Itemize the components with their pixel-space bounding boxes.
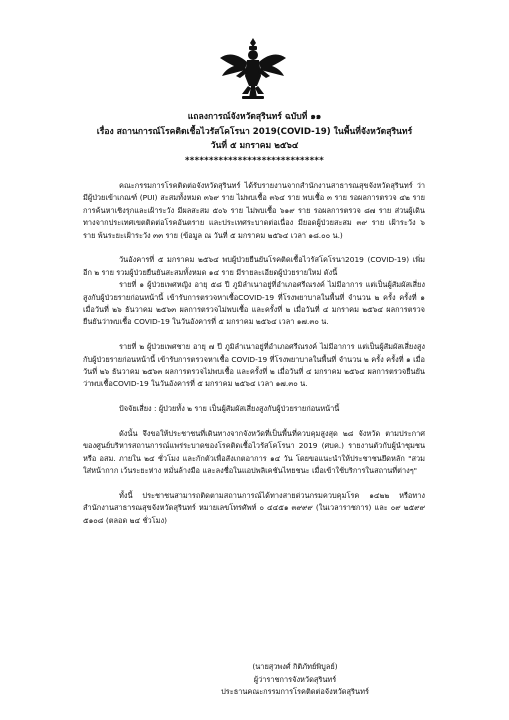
date-line: วันที่ ๕ มกราคม ๒๕๖๔ — [210, 141, 299, 151]
signer-committee: ประธานคณะกรรมการโรคติดต่อจังหวัดสุรินทร์ — [221, 687, 369, 697]
signer-name: (นายสุวพงศ์ กิติภัทย์พิบูลย์) — [252, 662, 338, 671]
paragraph-hotline: ทั้งนี้ ประชาชนสามารถติดตามสถานการณ์ได้ทางสายด่วนกรมควบคุมโรค ๑๔๒๒ หรือทาง สำนักงานสาธารณสุขจังหวัดสุรินทร์ หมายเลขโทรศัพท์ ๐ ๔๔๕๑ ๓๙๙๙ (ในเวลาราชการ) และ ๐๙ ๒๕๙๙ ๕๑๐๘ (ตลอด ๒๔ ชั่วโมง) — [83, 491, 425, 525]
paragraph-case-1: รายที่ ๑ ผู้ป่วยเพศหญิง อายุ ๕๘ ปี ภูมิลำเนาอยู่ที่อำเภอศรีณรงค์ ไม่มีอาการ แต่เป็นผู้สัมผัสเสี่ยงสูงกับผู้ป่วยรายก่อนหน้านี้ เข้ารับการตรวจหาเชื้อCOVID-19 ที่โรงพยาบาลในพื้นที่ จำนวน ๒ ครั้ง ครั้งที่ ๑ เมื่อวันที่ ๒๖ ธันวาคม ๒๕๖๓ ผลการตรวจไม่พบเชื้อ และครั้งที่ ๒ เมื่อวันที่ ๔ มกราคม ๒๕๖๔ ผลการตรวจยืนยันว่าพบเชื้อ COVID-19 ในวันอังคารที่ ๕ มกราคม ๒๕๖๔ เวลา ๑๗.๓๐ น. — [83, 280, 425, 327]
document-header — [0, 110, 509, 168]
announcement-title: แถลงการณ์จังหวัดสุรินทร์ ฉบับที่ ๑๑ — [187, 112, 322, 122]
subject-line: เรื่อง สถานการณ์โรคติดเชื้อไวรัสโคโรนา 2019(COVID-19) ในพื้นที่จังหวัดสุรินทร์ — [96, 126, 413, 137]
garuda-emblem-icon — [218, 34, 288, 104]
paragraph-advice: ดังนั้น จึงขอให้ประชาชนที่เดินทางจากจังหวัดที่เป็นพื้นที่ควบคุมสูงสุด ๒๘ จังหวัด ตามประกาศของศูนย์บริหารสถานการณ์แพร่ระบาดของโรคติดเชื้อไวรัสโคโรนา 2019 (ศบค.) รายงานตัวกับผู้นำชุมชน หรือ อสม. ภายใน ๒๔ ชั่วโมง และกักตัวเพื่อสังเกตอาการ ๑๔ วัน โดยขอแนะนำให้ประชาชนยึดหลัก "สวมใส่หน้ากาก เว้นระยะห่าง หมั่นล้างมือ และลงชื่อในแอปพลิเคชันไทยชนะ เมื่อเข้าใช้บริการในสถานที่ต่างๆ" — [83, 429, 425, 476]
paragraph-new-cases: วันอังคารที่ ๕ มกราคม ๒๕๖๔ พบผู้ป่วยยืนยันโรคติดเชื้อไวรัสโคโรนา2019 (COVID-19) เพิ่มอีก ๒ ราย รวมผู้ป่วยยืนยันสะสมทั้งหมด ๑๔ ราย มีรายละเอียดผู้ป่วยรายใหม่ ดังนี้ — [83, 255, 425, 277]
signature-block — [150, 661, 440, 699]
document-body — [83, 180, 425, 540]
paragraph-risk-factor: ปัจจัยเสี่ยง : ผู้ป่วยทั้ง ๒ ราย เป็นผู้สัมผัสเสี่ยงสูงกับผู้ป่วยรายก่อนหน้านี้ — [119, 404, 340, 414]
star-divider: ***************************** — [184, 155, 325, 166]
signer-position: ผู้ว่าราชการจังหวัดสุรินทร์ — [253, 674, 337, 684]
paragraph-pui-summary: คณะกรรมการโรคติดต่อจังหวัดสุรินทร์ ได้รับรายงานจากสำนักงานสาธารณสุขจังหวัดสุรินทร์ ว่ามีผู้ป่วยเข้าเกณฑ์ (PUI) สะสมทั้งหมด ๓๖๙ ราย ไม่พบเชื้อ ๓๖๔ ราย พบเชื้อ ๓ ราย รอผลการตรวจ ๔๒ ราย การค้นหาเชิงรุกและเฝ้าระวัง มีผลสะสม ๕๐๖ ราย ไม่พบเชื้อ ๖๑๙ ราย รอผลการตรวจ ๘๗ ราย ส่วนผู้เดินทางจากประเทศเขตติดต่อโรคอันตราย และประเทศระบาดต่อเนื่อง มียอดผู้ป่วยสะสม ๓๙ ราย เฝ้าระวัง ๖ ราย พ้นระยะเฝ้าระวัง ๓๓ ราย (ข้อมูล ณ วันที่ ๕ มกราคม ๒๕๖๔ เวลา ๑๘.๐๐ น.) — [83, 181, 425, 240]
paragraph-case-2: รายที่ ๒ ผู้ป่วยเพศชาย อายุ ๗ ปี ภูมิลำเนาอยู่ที่อำเภอศรีณรงค์ ไม่มีอาการ แต่เป็นผู้สัมผัสเสี่ยงสูงกับผู้ป่วยรายก่อนหน้านี้ เข้ารับการตรวจหาเชื้อ COVID-19 ที่โรงพยาบาลในพื้นที่ จำนวน ๒ ครั้ง ครั้งที่ ๑ เมื่อวันที่ ๒๖ ธันวาคม ๒๕๖๓ ผลการตรวจไม่พบเชื้อ และครั้งที่ ๒ เมื่อวันที่ ๔ มกราคม ๒๕๖๔ ผลการตรวจยืนยันว่าพบเชื้อCOVID-19 ในวันอังคารที่ ๕ มกราคม ๒๕๖๔ เวลา ๑๗.๓๐ น. — [83, 342, 425, 389]
